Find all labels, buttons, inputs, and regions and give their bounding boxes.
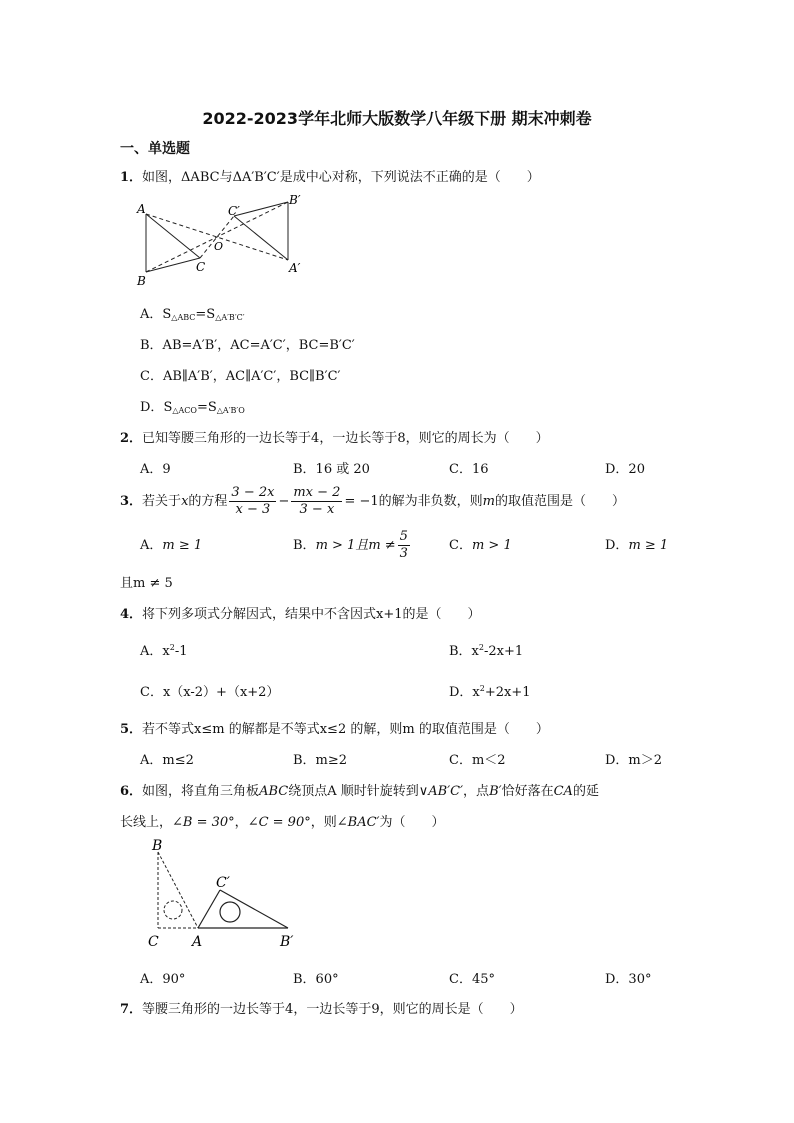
page-title: 2022-2023学年北师大版数学八年级下册 期末冲刺卷 — [202, 109, 592, 128]
label-C: C — [196, 260, 206, 274]
figure-central-symmetry — [128, 194, 308, 290]
q4-option-d[interactable]: D．$x^2+2x+1$ — [449, 684, 531, 700]
question-3: 3．若关于x的方程 $\frac{3 - 2x}{x - 3}$ − $\frac{mx - 2}{3 - x}$ = −1的解为非负数，则m的取值范围是（ ） — [120, 485, 626, 517]
label-B-prime: B′ — [289, 194, 301, 207]
section-heading: 一、单选题 — [120, 141, 190, 157]
label-A: A — [192, 934, 203, 950]
label-B: B — [152, 838, 163, 854]
q5-option-a[interactable]: A．m≤2 — [140, 753, 194, 768]
question-5: 5．若不等式x≤m 的解都是不等式x≤2 的解，则m 的取值范围是（ ） — [120, 722, 549, 737]
q5-option-c[interactable]: C．m＜2 — [449, 753, 506, 768]
q4-option-a[interactable]: A．$x^2-1$ — [140, 643, 188, 659]
question-1 — [120, 166, 540, 185]
q4-option-b[interactable]: B．$x^2-2x+1$ — [449, 643, 524, 659]
q2-option-c[interactable]: C．16 — [449, 462, 489, 477]
q5-option-d[interactable]: D．m＞2 — [605, 753, 663, 768]
question-text: 如图，ΔABC与ΔA′B′C′是成中心对称，下列说法不正确的是（ ） — [142, 170, 540, 185]
q1-option-b[interactable]: B．AB=A′B′，AC=A′C′，BC=B′C′ — [140, 338, 355, 353]
q2-option-b[interactable]: B．16 或 20 — [293, 462, 370, 477]
q3-option-d-continued: 且m ≠ 5 — [120, 576, 173, 591]
q4-option-c[interactable]: C．x（x-2）+（x+2） — [140, 685, 280, 700]
q3-option-b[interactable]: B．m > 1且m ≠ $\frac{5}{3}$ — [293, 529, 408, 561]
q6-option-d[interactable]: D．30° — [605, 972, 652, 987]
label-C: C — [148, 934, 159, 950]
q2-option-d[interactable]: D．20 — [605, 462, 645, 477]
q2-option-a[interactable]: A．9 — [140, 462, 171, 477]
q1-option-a[interactable]: A．$S_{\triangle ABC}=S_{\triangle A'B'C'}$ — [140, 307, 245, 322]
q1-option-d[interactable]: D．$S_{\triangle ACO}=S_{\triangle A'B'O}$ — [140, 400, 245, 415]
label-A: A — [137, 202, 146, 216]
figure-rotation — [140, 836, 310, 952]
q6-option-b[interactable]: B．60° — [293, 972, 339, 987]
question-7: 7．等腰三角形的一边长等于4，一边长等于9，则它的周长是（ ） — [120, 1002, 523, 1017]
label-B-prime: B′ — [280, 934, 294, 950]
label-A-prime: A′ — [289, 261, 301, 275]
question-6-line-2: 长线上，∠B = 30°，∠C = 90°，则∠BAC′为（ ） — [120, 815, 445, 830]
q6-option-a[interactable]: A．90° — [140, 972, 186, 987]
q3-option-a[interactable]: A．m ≥ 1 — [140, 538, 203, 553]
label-B: B — [137, 274, 146, 288]
question-4: 4．将下列多项式分解因式，结果中不含因式x+1的是（ ） — [120, 607, 481, 622]
label-C-prime: C′ — [216, 875, 230, 891]
q6-option-c[interactable]: C．45° — [449, 972, 495, 987]
question-6-line-1: 6．如图，将直角三角板ABC绕顶点A 顺时针旋转到∨AB′C′，点B′恰好落在CA的延 — [120, 784, 599, 799]
question-2: 2．已知等腰三角形的一边长等于4，一边长等于8，则它的周长为（ ） — [120, 431, 549, 446]
q3-option-d[interactable]: D．m ≥ 1 — [605, 538, 669, 553]
q1-option-c[interactable]: C．AB∥A′B′，AC∥A′C′，BC∥B′C′ — [140, 369, 341, 384]
q3-option-c[interactable]: C．m > 1 — [449, 538, 512, 553]
label-O: O — [214, 240, 224, 253]
label-C-prime: C′ — [228, 204, 240, 218]
question-number: 1． — [120, 170, 143, 185]
q5-option-b[interactable]: B．m≥2 — [293, 753, 348, 768]
